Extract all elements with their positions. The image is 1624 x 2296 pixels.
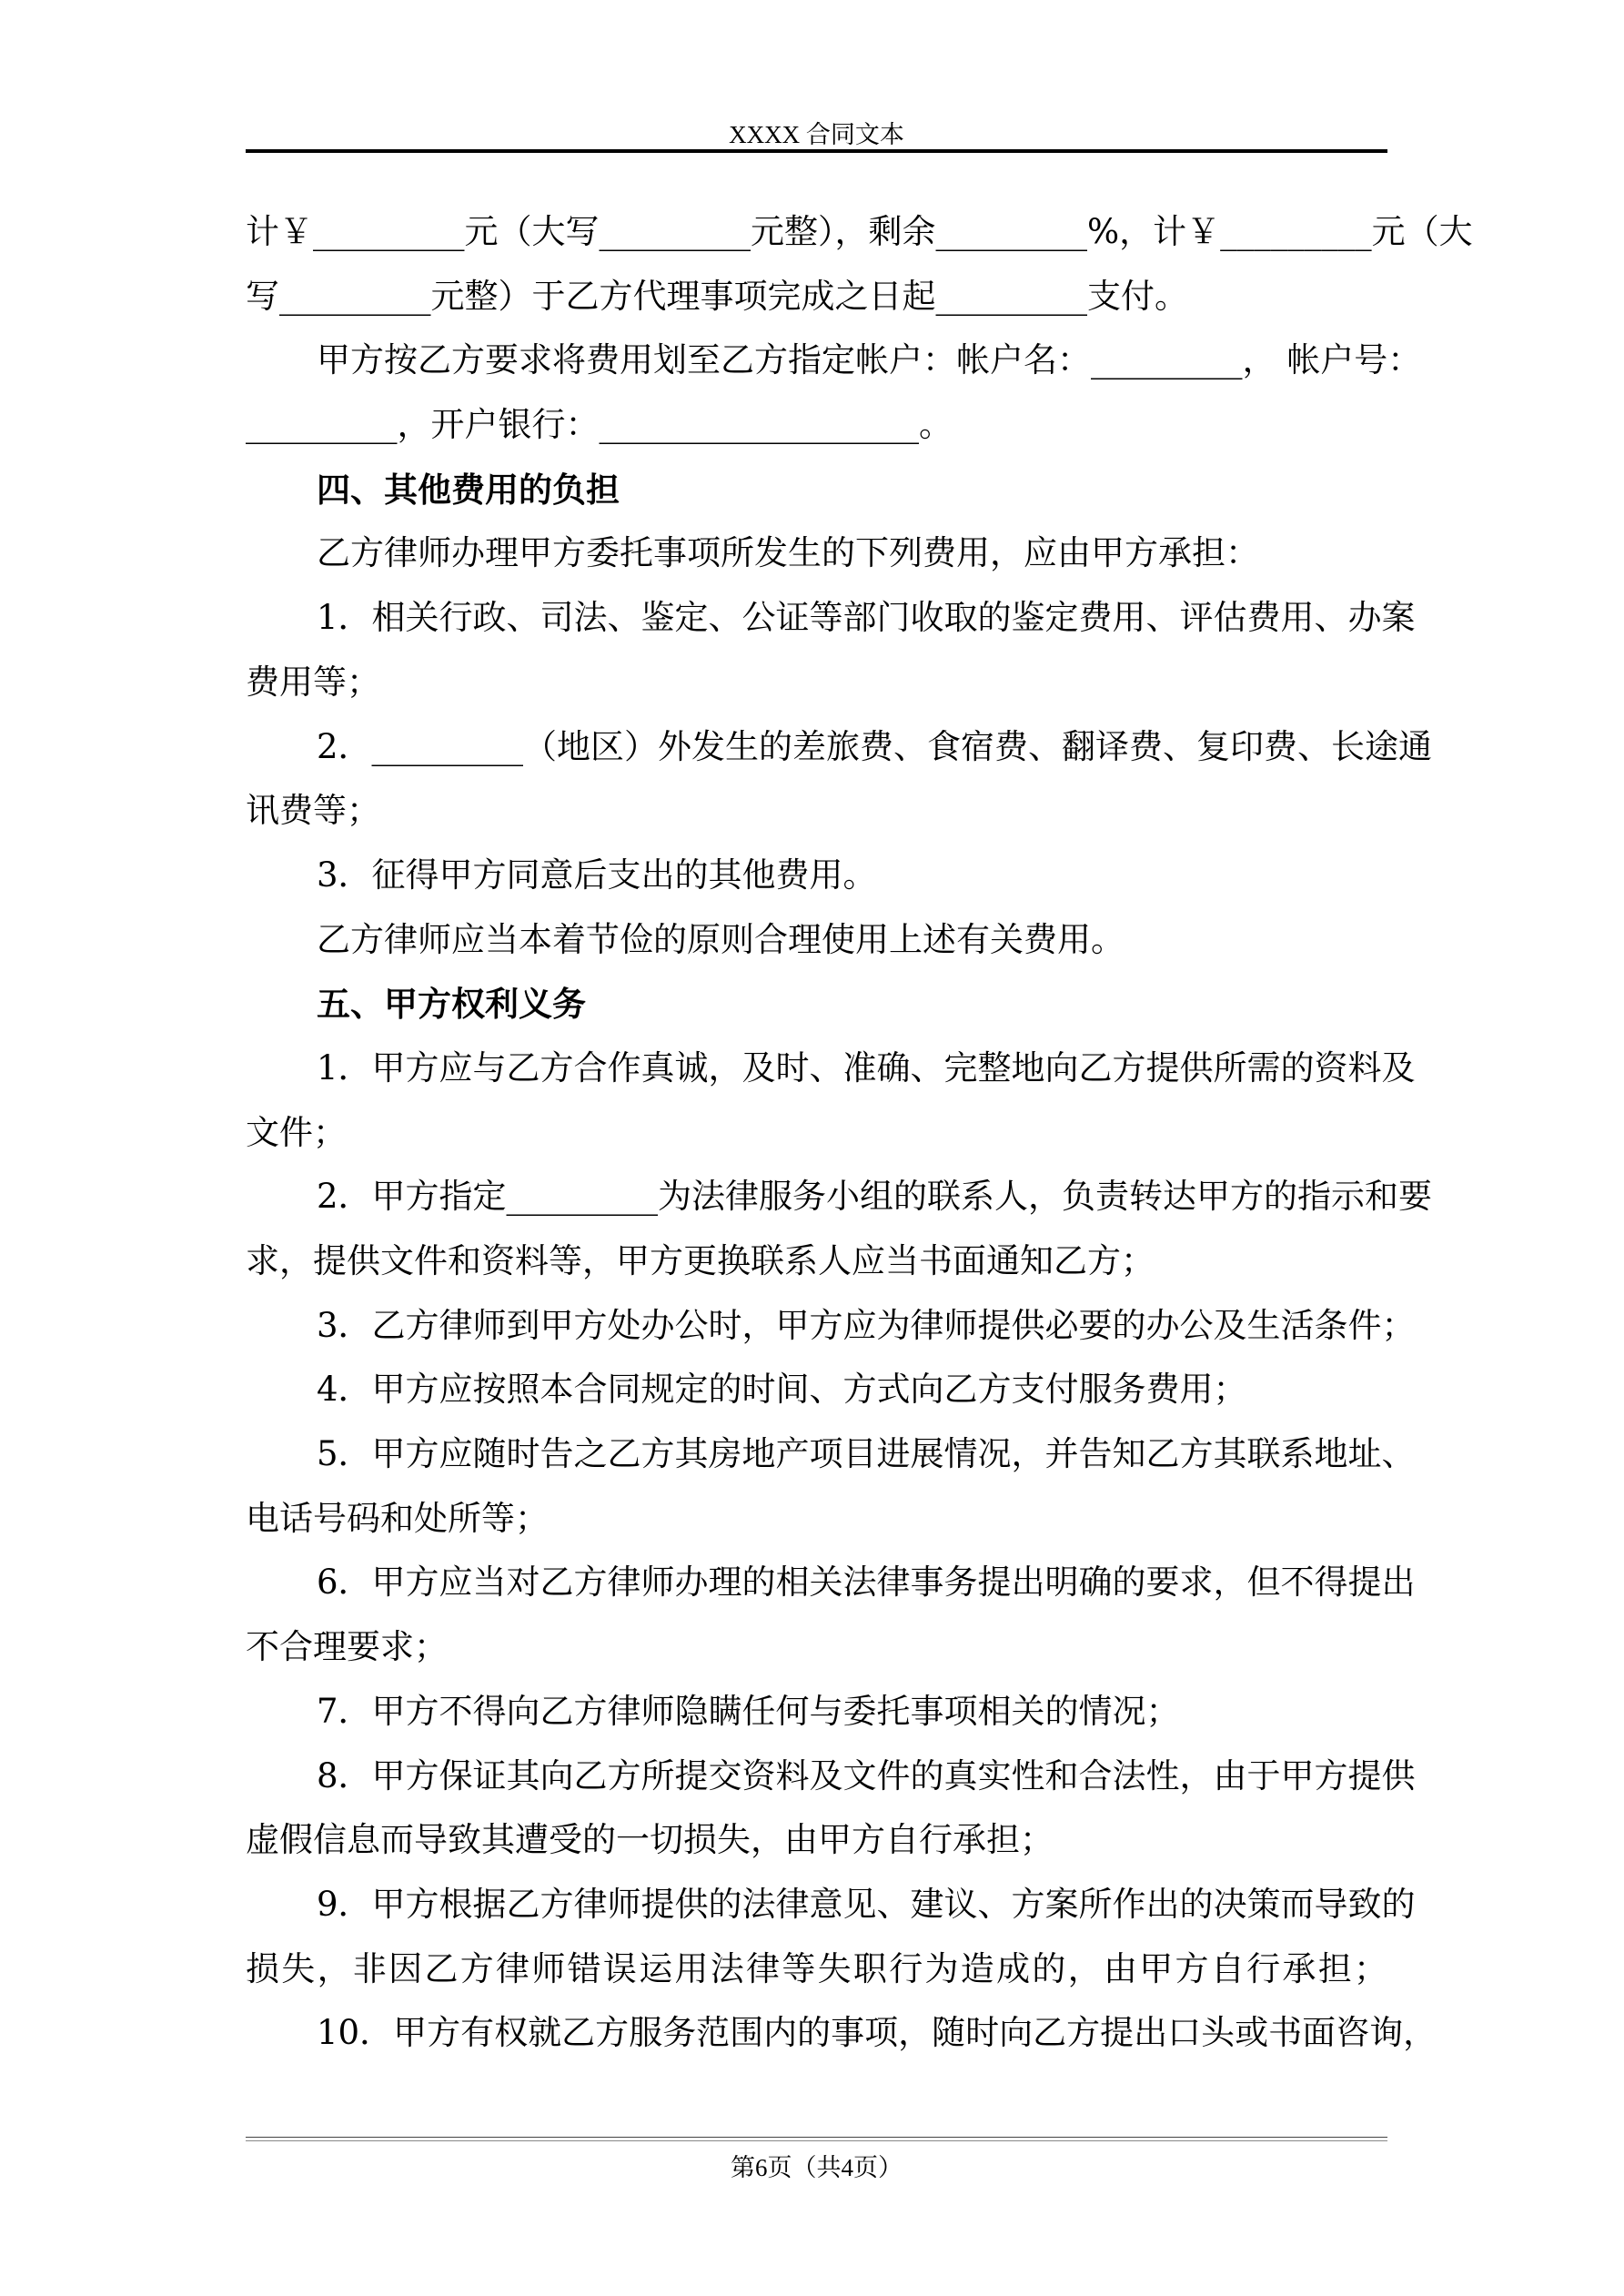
- text-line: 3．征得甲方同意后支出的其他费用。: [317, 855, 877, 895]
- text-line: 4．甲方应按照本合同规定的时间、方式向乙方支付服务费用；: [317, 1370, 1247, 1410]
- text-line: 电话号码和处所等；: [246, 1498, 549, 1538]
- text-line: 求，提供文件和资料等，甲方更换联系人应当书面通知乙方；: [246, 1241, 1155, 1280]
- text-line: 9．甲方根据乙方律师提供的法律意见、建议、方案所作出的决策而导致的: [317, 1884, 1416, 1924]
- text-line: 6．甲方应当对乙方律师办理的相关法律事务提出明确的要求，但不得提出: [317, 1563, 1416, 1603]
- section-heading: 四、其他费用的负担: [317, 469, 620, 510]
- header-divider: [246, 149, 1387, 153]
- text-line: 虚假信息而导致其遭受的一切损失，由甲方自行承担；: [246, 1820, 1054, 1860]
- text-line: 10．甲方有权就乙方服务范围内的事项，随时向乙方提出口头或书面咨询，: [317, 2013, 1437, 2053]
- section-heading: 五、甲方权利义务: [317, 984, 586, 1025]
- page-header-title: XXXX 合同文本: [729, 121, 904, 148]
- text-line: 8．甲方保证其向乙方所提交资料及文件的真实性和合法性，由于甲方提供: [317, 1755, 1416, 1795]
- text-line: 计￥_________元（大写_________元整），剩余_________%，计￥_________元（大: [246, 212, 1473, 251]
- page-number: 第6页（共4页）: [731, 2154, 903, 2181]
- text-line: 甲方按乙方要求将费用划至乙方指定帐户：帐户名：_________， 帐户号：: [317, 340, 1422, 380]
- text-line: 2．_________（地区）外发生的差旅费、食宿费、翻译费、复印费、长途通: [317, 726, 1433, 766]
- text-line: 5．甲方应随时告之乙方其房地产项目进展情况，并告知乙方其联系地址、: [317, 1434, 1416, 1474]
- text-line: 1．甲方应与乙方合作真诚，及时、准确、完整地向乙方提供所需的资料及: [317, 1047, 1416, 1087]
- text-line: 乙方律师应当本着节俭的原则合理使用上述有关费用。: [317, 919, 1125, 959]
- text-line: 写_________元整）于乙方代理事项完成之日起_________支付。: [246, 276, 1188, 316]
- text-line: 讯费等；: [246, 791, 380, 831]
- text-line: 文件；: [246, 1112, 347, 1152]
- text-line: 7．甲方不得向乙方律师隐瞒任何与委托事项相关的情况；: [317, 1691, 1180, 1731]
- document-body: [246, 200, 1473, 2066]
- text-line: 1．相关行政、司法、鉴定、公证等部门收取的鉴定费用、评估费用、办案: [317, 598, 1416, 638]
- text-line: _________，开户银行：___________________。: [246, 405, 953, 445]
- text-line: 不合理要求；: [246, 1627, 448, 1667]
- text-line: 3．乙方律师到甲方处办公时，甲方应为律师提供必要的办公及生活条件；: [317, 1305, 1416, 1345]
- footer-divider: [246, 2137, 1387, 2141]
- text-line: 费用等；: [246, 662, 380, 702]
- text-line: 损失，非因乙方律师错误运用法律等失职行为造成的，由甲方自行承担；: [246, 1948, 1387, 1988]
- text-line: 2．甲方指定_________为法律服务小组的联系人，负责转达甲方的指示和要: [317, 1177, 1433, 1217]
- text-line: 乙方律师办理甲方委托事项所发生的下列费用，应由甲方承担：: [317, 533, 1259, 573]
